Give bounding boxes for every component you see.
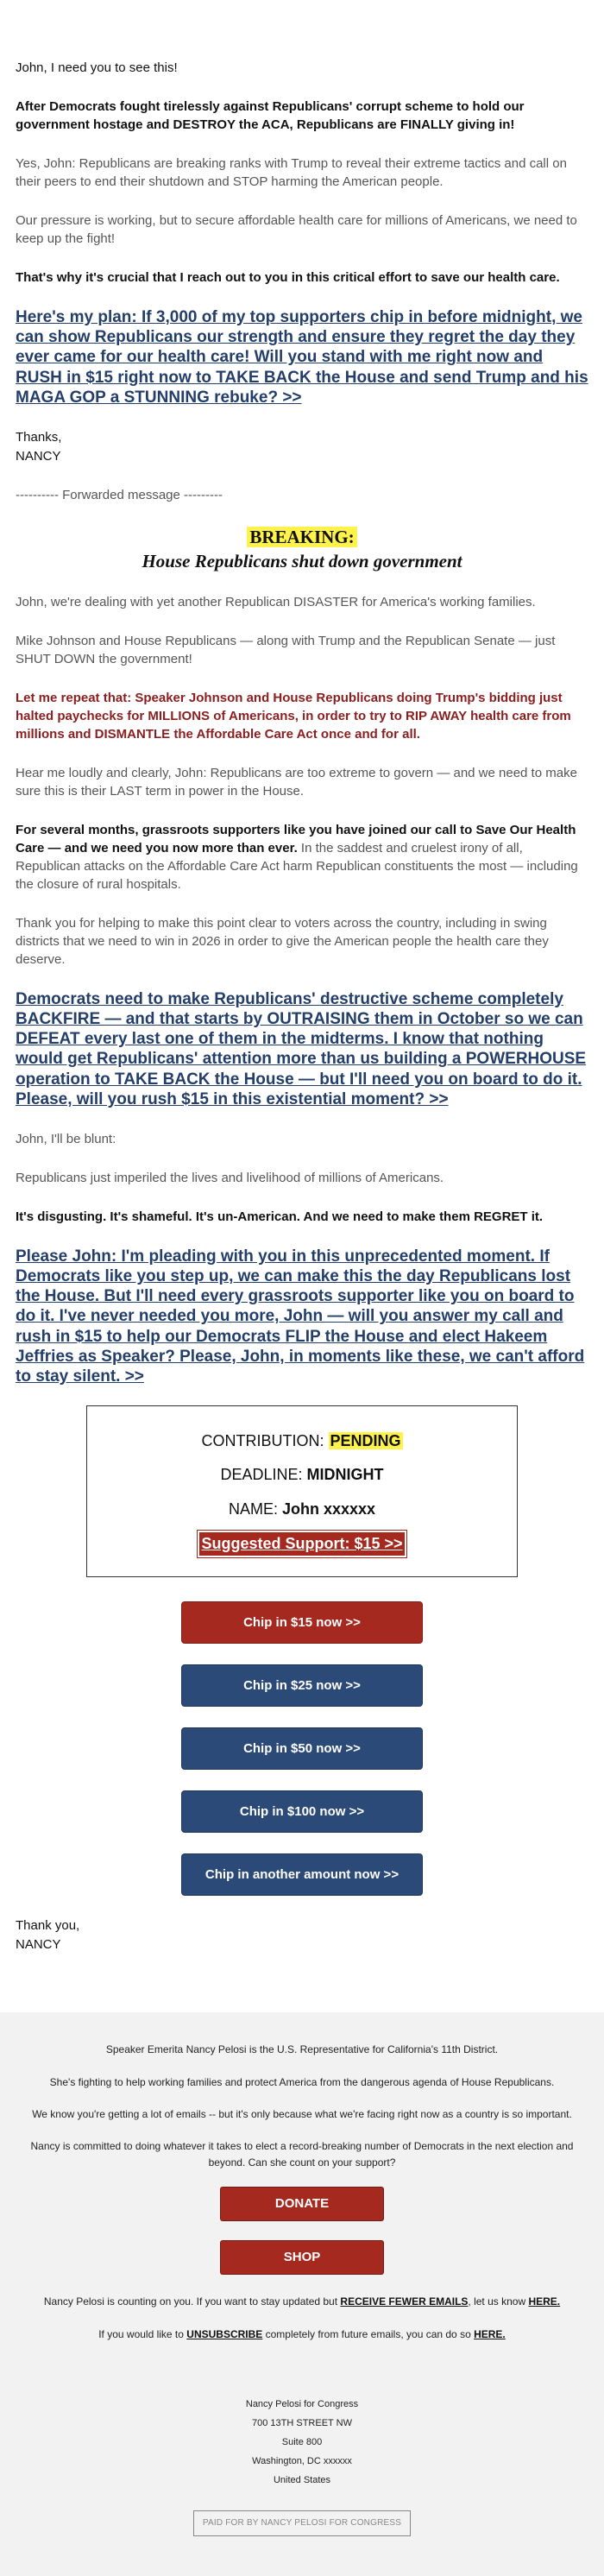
paragraph-7: Let me repeat that: Speaker Johnson and House Republicans doing Trump's bidding just halted paychecks for MILLIONS of Americans, in order to try to RIP AWAY health care from millions and DISMANTLE the Affordable Care Act once and for all.	[16, 690, 571, 742]
paragraph-9-rest: In the saddest and cruelest irony of all, Republican attacks on the Affordable Care Act harm Republican constituents the most — including the closure of rural hospitals.	[16, 840, 578, 892]
deadline-row	[104, 1464, 500, 1486]
footer-line-1: Speaker Emerita Nancy Pelosi is the U.S. Representative for California's 11th District.	[105, 2043, 499, 2056]
forwarded-divider: ---------- Forwarded message ---------	[16, 488, 223, 503]
chip-in-50-button[interactable]: Chip in $50 now >>	[181, 1727, 423, 1770]
donation-buttons	[16, 1601, 588, 1896]
suggested-row	[104, 1532, 500, 1556]
chip-in-100-button[interactable]: Chip in $100 now >>	[181, 1790, 423, 1833]
footer-line-2: She's fighting to help working families and protect America from the dangerous agenda of House Republicans.	[49, 2075, 555, 2088]
footer-line-3: We know you're getting a lot of emails -- but it's only because what we're facing right now as a country is so important.	[32, 2107, 572, 2120]
paragraph-6: Mike Johnson and House Republicans — along with Trump and the Republican Senate — just SHUT DOWN the government!	[16, 633, 556, 666]
donate-button[interactable]: DONATE	[220, 2187, 384, 2221]
address-line-5: United States	[273, 2474, 331, 2485]
address-line-4: Washington, DC xxxxxx	[252, 2455, 352, 2466]
greeting: John, I need you to see this!	[16, 60, 178, 75]
breaking-header	[16, 525, 588, 572]
name-row	[104, 1499, 500, 1520]
paragraph-12: Republicans just imperiled the lives and livelihood of millions of Americans.	[16, 1170, 444, 1185]
paragraph-13: It's disgusting. It's shameful. It's un-American. And we need to make them REGRET it.	[16, 1209, 544, 1224]
closing-signature	[16, 1916, 588, 1954]
donate-link-1[interactable]: Here's my plan: If 3,000 of my top supporters chip in before midnight, we can show Republicans our strength and ensure they regret the day they ever came for our health care! Will you stand with me right now and RUSH in $15 right now to TAKE BACK the House and send Trump and his MAGA GOP a STUNNING rebuke? >>	[16, 308, 588, 407]
chip-in-other-button[interactable]: Chip in another amount now >>	[181, 1853, 423, 1896]
contribution-label: CONTRIBUTION:	[201, 1432, 324, 1450]
paid-for-disclaimer: PAID FOR BY NANCY PELOSI FOR CONGRESS	[193, 2510, 411, 2536]
footer	[0, 2012, 604, 2575]
address-line-1: Nancy Pelosi for Congress	[245, 2398, 359, 2409]
unsubscribe-text-2: completely from future emails, you can do so	[262, 2327, 475, 2340]
contribution-box	[86, 1405, 518, 1577]
breaking-headline: House Republicans shut down government	[142, 550, 462, 571]
fewer-emails-text-2: , let us know	[468, 2295, 529, 2308]
footer-buttons	[26, 2187, 578, 2275]
shop-button[interactable]: SHOP	[220, 2240, 384, 2275]
closing-name: NANCY	[16, 1936, 61, 1952]
mailing-address	[26, 2395, 578, 2490]
paragraph-9-bold: For several months, grassroots supporters like you have joined our call to Save Our Health Care — and we need you now more than ever.	[16, 822, 576, 856]
donate-link-3[interactable]: Please John: I'm pleading with you in this unprecedented moment. If Democrats like you step up, we can make this the day Republicans lost the House. But I'll need every grassroots supporter like you on board to do it. I've never needed you more, John — will you answer my call and rush in $15 to help our Democrats FLIP the House and elect Hakeem Jeffries as Speaker? Please, John, in moments like these, we can't afford to stay silent. >>	[16, 1247, 585, 1386]
fewer-emails-line	[26, 2294, 578, 2310]
unsubscribe-here-link[interactable]: HERE.	[474, 2327, 506, 2340]
paragraph-5: John, we're dealing with yet another Republican DISASTER for America's working families.	[16, 594, 536, 609]
paragraph-11: John, I'll be blunt:	[16, 1131, 116, 1146]
signature-name: NANCY	[16, 448, 61, 464]
suggested-support-link[interactable]: Suggested Support: $15 >>	[199, 1532, 404, 1556]
deadline-value: MIDNIGHT	[306, 1466, 384, 1484]
contribution-row	[104, 1430, 500, 1452]
contribution-status: PENDING	[330, 1432, 401, 1450]
chip-in-25-button[interactable]: Chip in $25 now >>	[181, 1664, 423, 1707]
deadline-label: DEADLINE:	[220, 1466, 303, 1484]
donate-link-2[interactable]: Democrats need to make Republicans' destructive scheme completely BACKFIRE — and that starts by OUTRAISING them in October so we can DEFEAT every last one of them in the midterms. I know that nothing would get Republicans' attention more than us building a POWERHOUSE operation to TAKE BACK the House — but I'll need you on board to do it. Please, will you rush $15 in this existential moment? >>	[16, 989, 587, 1108]
name-value: John xxxxxx	[281, 1500, 376, 1518]
paragraph-9	[16, 821, 588, 893]
paragraph-2: Yes, John: Republicans are breaking ranks with Trump to reveal their extreme tactics and call on their peers to end their shutdown and STOP harming the American people.	[16, 156, 567, 189]
unsubscribe-line	[26, 2327, 578, 2343]
receive-fewer-emails-link[interactable]: RECEIVE FEWER EMAILS	[340, 2295, 469, 2308]
unsubscribe-link[interactable]: UNSUBSCRIBE	[186, 2327, 263, 2340]
paragraph-10: Thank you for helping to make this point clear to voters across the country, including in swing districts that we need to win in 2026 in order to give the American people the health care they deserve.	[16, 915, 549, 967]
paragraph-3: Our pressure is working, but to secure affordable health care for millions of Americans, we need to keep up the fight!	[16, 213, 577, 246]
closing-thanks: Thank you,	[16, 1917, 80, 1933]
fewer-emails-here-link[interactable]: HERE.	[528, 2295, 561, 2308]
address-line-2: 700 13TH STREET NW	[252, 2417, 352, 2428]
paragraph-1: After Democrats fought tirelessly against Republicans' corrupt scheme to hold our government hostage and DESTROY the ACA, Republicans are FINALLY giving in!	[16, 99, 525, 132]
name-label: NAME:	[228, 1500, 278, 1518]
signature-1	[16, 428, 588, 466]
address-line-3: Suite 800	[281, 2436, 323, 2447]
breaking-label: BREAKING:	[247, 527, 356, 547]
signature-thanks: Thanks,	[16, 429, 62, 445]
footer-line-4: Nancy is committed to doing whatever it takes to elect a record-breaking number of Democrats in the next election and beyond. Can she count on your support?	[30, 2139, 574, 2169]
fewer-emails-text: Nancy Pelosi is counting on you. If you want to stay updated but	[43, 2295, 341, 2308]
unsubscribe-text: If you would like to	[98, 2327, 187, 2340]
chip-in-15-button[interactable]: Chip in $15 now >>	[181, 1601, 423, 1644]
paragraph-8: Hear me loudly and clearly, John: Republicans are too extreme to govern — and we need to make sure this is their LAST term in power in the House.	[16, 765, 577, 799]
paragraph-4: That's why it's crucial that I reach out to you in this critical effort to save our health care.	[16, 270, 560, 285]
